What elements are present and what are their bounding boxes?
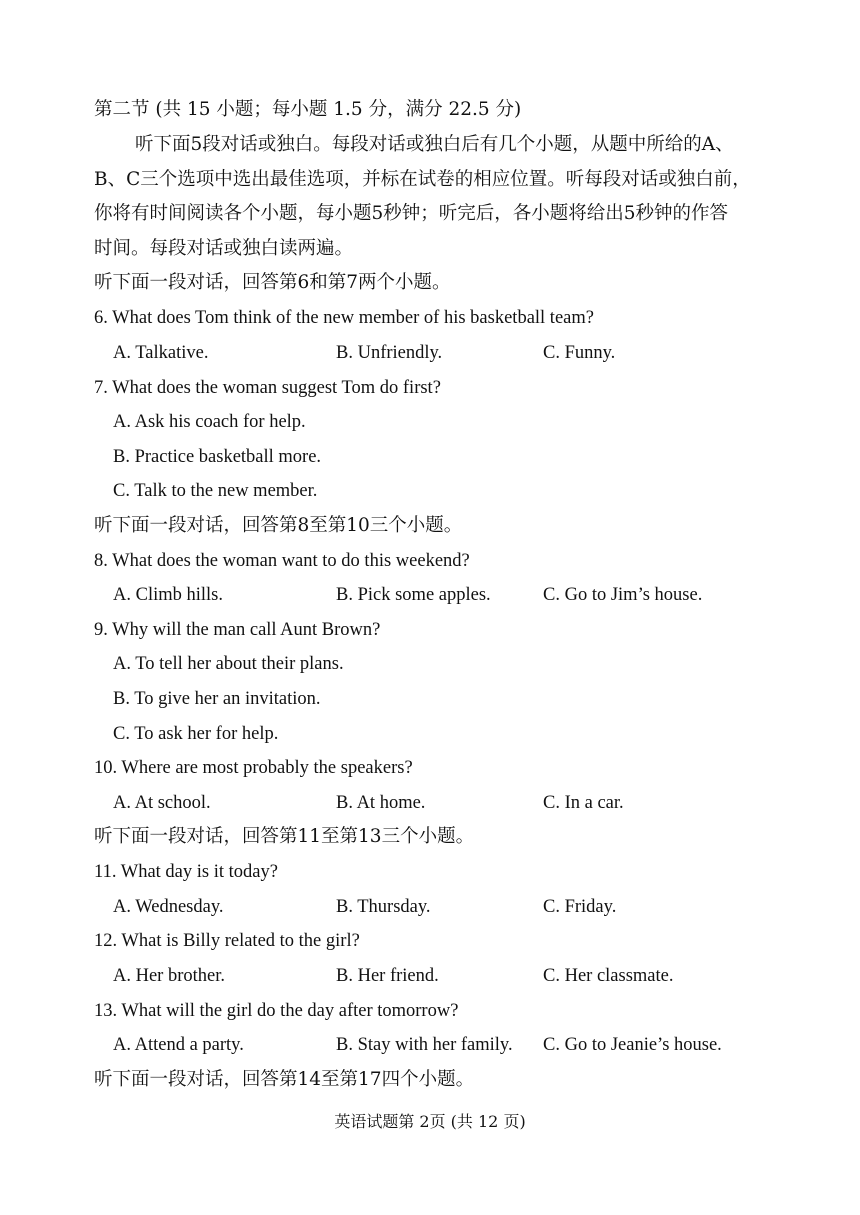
option-b: B. To give her an invitation. xyxy=(113,689,321,709)
option-b: B. Pick some apples. xyxy=(336,585,491,605)
option-c: C. Go to Jim’s house. xyxy=(543,585,703,605)
option-a: A. Wednesday. xyxy=(113,897,224,917)
option-c: C. Friday. xyxy=(543,897,617,917)
option-a: A. Climb hills. xyxy=(113,585,223,605)
instruction-line: 时间。每段对话或独白读两遍。 xyxy=(94,238,354,259)
option-a: A. To tell her about their plans. xyxy=(113,654,344,674)
option-b: B. Stay with her family. xyxy=(336,1035,513,1055)
option-a: A. Ask his coach for help. xyxy=(113,412,306,432)
group-intro: 听下面一段对话，回答第14至第17四个小题。 xyxy=(94,1069,475,1090)
page-footer: 英语试题第 2页 (共 12 页) xyxy=(334,1112,526,1131)
group-intro: 听下面一段对话，回答第8至第10三个小题。 xyxy=(94,515,463,536)
question-stem: 8. What does the woman want to do this weekend? xyxy=(94,551,470,571)
option-c: C. Her classmate. xyxy=(543,966,674,986)
option-c: C. In a car. xyxy=(543,793,624,813)
instruction-line: B、C三个选项中选出最佳选项，并标在试卷的相应位置。听每段对话或独白前， xyxy=(94,169,751,190)
option-c: C. Funny. xyxy=(543,343,616,363)
group-intro: 听下面一段对话，回答第11至第13三个小题。 xyxy=(94,826,475,847)
option-c: C. Talk to the new member. xyxy=(113,481,318,501)
question-stem: 7. What does the woman suggest Tom do first? xyxy=(94,378,441,398)
instruction-line: 你将有时间阅读各个小题，每小题5秒钟；听完后，各小题将给出5秒钟的作答 xyxy=(94,203,729,224)
option-a: A. Attend a party. xyxy=(113,1035,244,1055)
section-header: 第二节 (共 15 小题；每小题 1.5 分，满分 22.5 分) xyxy=(94,99,522,120)
option-b: B. Thursday. xyxy=(336,897,431,917)
question-stem: 11. What day is it today? xyxy=(94,862,278,882)
option-a: A. At school. xyxy=(113,793,211,813)
option-b: B. Her friend. xyxy=(336,966,439,986)
option-c: C. Go to Jeanie’s house. xyxy=(543,1035,722,1055)
group-intro: 听下面一段对话，回答第6和第7两个小题。 xyxy=(94,272,451,293)
instruction-line: 听下面5段对话或独白。每段对话或独白后有几个小题，从题中所给的A、 xyxy=(135,134,734,155)
question-stem: 6. What does Tom think of the new member of his basketball team? xyxy=(94,308,594,328)
option-a: A. Talkative. xyxy=(113,343,209,363)
option-c: C. To ask her for help. xyxy=(113,724,279,744)
option-b: B. Unfriendly. xyxy=(336,343,443,363)
option-a: A. Her brother. xyxy=(113,966,225,986)
question-stem: 13. What will the girl do the day after tomorrow? xyxy=(94,1001,459,1021)
question-stem: 9. Why will the man call Aunt Brown? xyxy=(94,620,381,640)
question-stem: 10. Where are most probably the speakers? xyxy=(94,758,413,778)
option-b: B. At home. xyxy=(336,793,426,813)
question-stem: 12. What is Billy related to the girl? xyxy=(94,931,360,951)
option-b: B. Practice basketball more. xyxy=(113,447,322,467)
